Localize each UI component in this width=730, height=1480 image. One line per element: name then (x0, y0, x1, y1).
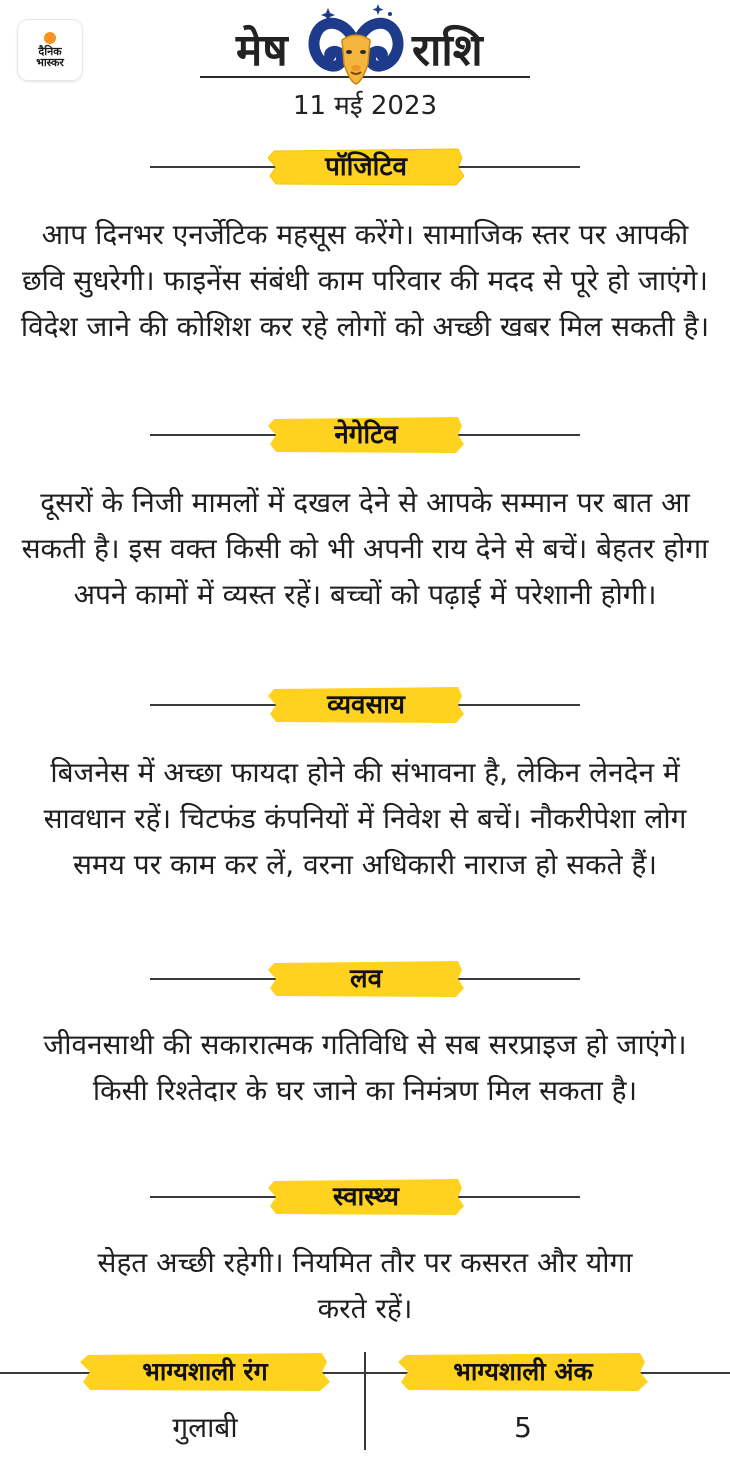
section-header-health (0, 1176, 730, 1218)
section-text-business: बिजनेस में अच्छा फायदा होने की संभावना है, लेकिन लेनदेन में सावधान रहें। चिटफंड कंपनियों में निवेश से बचें। नौकरीपेशा लोग समय पर काम कर लें, वरना अधिकारी नाराज हो सकते हैं। (43, 756, 687, 881)
footer-divider (364, 1352, 366, 1450)
section-header-business (0, 684, 730, 726)
rashi-title-left: मेष (232, 26, 292, 76)
section-header-love (0, 958, 730, 1000)
page-header (0, 0, 730, 130)
lucky-color-label: भाग्यशाली रंग (142, 1357, 268, 1386)
rashi-title-right: राशि (408, 26, 487, 76)
aries-ram-icon (306, 2, 406, 90)
section-text-love: जीवनसाथी की सकारात्मक गतिविधि से सब सरप्राइज हो जाएंगे। किसी रिश्तेदार के घर जाने का निमंत्रण मिल सकता है। (43, 1028, 687, 1107)
lucky-number-badge (398, 1352, 648, 1392)
section-badge (268, 416, 464, 454)
section-badge (268, 686, 464, 724)
horoscope-date: 11 मई 2023 (292, 91, 438, 121)
section-heading: व्यवसाय (327, 690, 405, 720)
logo-line-1: दैनिक (38, 45, 62, 58)
section-badge (268, 1178, 464, 1216)
section-text-health: सेहत अच्छी रहेगी। नियमित तौर पर कसरत और योगा करते रहें। (97, 1246, 633, 1325)
section-header-positive (0, 146, 730, 188)
section-badge (268, 148, 464, 186)
lucky-color-badge (80, 1352, 330, 1392)
lucky-color-value: गुलाबी (172, 1411, 238, 1444)
section-text-negative: दूसरों के निजी मामलों में दखल देने से आपके सम्मान पर बात आ सकती है। इस वक्त किसी को भी अपनी राय देने से बचें। बेहतर होगा अपने कामों में व्यस्त रहें। बच्चों को पढ़ाई में परेशानी होगी। (21, 486, 709, 611)
section-text-positive: आप दिनभर एनर्जेटिक महसूस करेंगे। सामाजिक स्तर पर आपकी छवि सुधरेगी। फाइनेंस संबंधी काम परिवार की मदद से पूरे हो जाएंगे। विदेश जाने की कोशिश कर रहे लोगों को अच्छी खबर मिल सकती है। (20, 218, 710, 343)
section-badge (268, 960, 464, 998)
section-heading: स्वास्थ्य (332, 1182, 399, 1212)
section-heading: नेगेटिव (334, 420, 398, 450)
section-heading: पॉजिटिव (325, 152, 407, 182)
section-heading: लव (349, 964, 383, 994)
logo-line-2: भास्कर (36, 56, 64, 69)
section-header-negative (0, 414, 730, 456)
lucky-number-label: भाग्यशाली अंक (453, 1357, 593, 1386)
lucky-number-value: 5 (514, 1411, 532, 1444)
